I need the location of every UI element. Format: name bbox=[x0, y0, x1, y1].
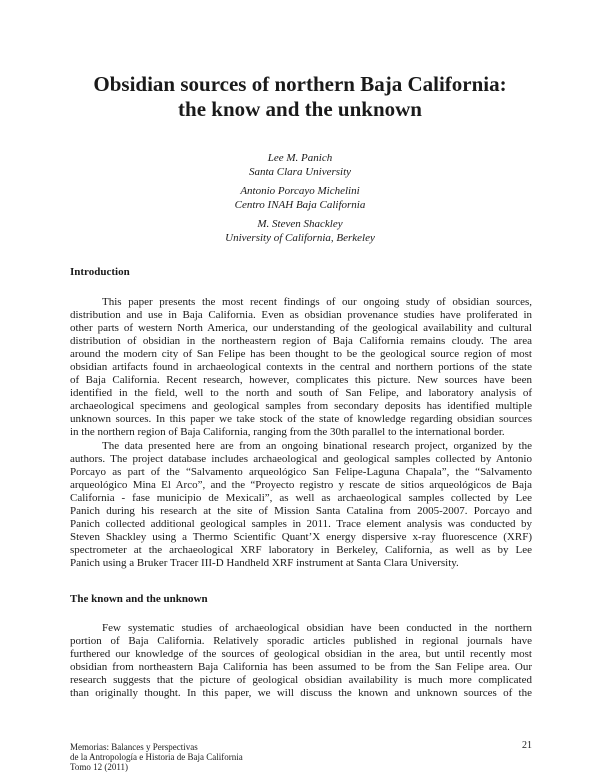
text-line: arqueológico Mina El Arco”, and the “Proyecto registro y rescate de sitios arqueológicos de Baja bbox=[70, 479, 532, 491]
author-block bbox=[150, 184, 450, 212]
text-line: of Baja California. Recent research, however, complicates this picture. New sources have been bbox=[70, 374, 532, 386]
intro-paragraph-1 bbox=[70, 296, 532, 439]
page-footer bbox=[70, 742, 532, 772]
text-line: in the northern region of Baja California, ranging from the 30th parallel to the international border. bbox=[70, 426, 505, 438]
text-line: around the modern city of San Felipe has been thought to be the geological source region of most bbox=[70, 348, 532, 360]
title-line-2: the know and the unknown bbox=[178, 97, 422, 121]
page-number: 21 bbox=[522, 740, 532, 751]
author-name: Antonio Porcayo Michelini bbox=[240, 185, 360, 197]
text-line: archaeological specimens and geological samples from secondary deposits has identified multiple bbox=[70, 400, 532, 412]
text-line: than originally thought. In this paper, we will discuss the known and unknown sources of the bbox=[70, 687, 532, 699]
text-line: portion of Baja California. Relatively sporadic articles published in regional journals have bbox=[70, 635, 532, 647]
text-line: unknown sources. In this paper we take stock of the state of knowledge regarding obsidian sources bbox=[70, 413, 532, 425]
text-line: Few systematic studies of archaeological obsidian have been conducted in the northern bbox=[102, 622, 532, 634]
footer-series: de la Antropología e Historia de Baja California bbox=[70, 752, 243, 762]
footer-journal: Memorias: Balances y Perspectivas bbox=[70, 742, 198, 752]
section-heading-introduction: Introduction bbox=[70, 266, 130, 278]
text-line: furthered our knowledge of the sources of geological obsidian in the area, but until recently most bbox=[70, 648, 532, 660]
author-list bbox=[150, 151, 450, 250]
author-affiliation: Santa Clara University bbox=[248, 166, 352, 178]
title-line-1: Obsidian sources of northern Baja California: bbox=[93, 72, 507, 96]
text-line: obsidian from northeastern Baja California has been assumed to be from the San Felipe area. Our bbox=[70, 661, 532, 673]
author-affiliation: Centro INAH Baja California bbox=[234, 199, 366, 211]
author-name: M. Steven Shackley bbox=[257, 218, 343, 230]
text-line: Panich using a Bruker Tracer III-D Handheld XRF instrument at Santa Clara University. bbox=[70, 557, 459, 569]
author-name: Lee M. Panich bbox=[267, 152, 333, 164]
author-affiliation: University of California, Berkeley bbox=[225, 232, 375, 244]
text-line: Porcayo as part of the “Salvamento arqueológico San Felipe-Laguna Chapala”, the “Salvamento bbox=[70, 466, 532, 478]
text-line: other parts of western North America, our understanding of the geological availability and cultural bbox=[70, 322, 532, 334]
text-line: distribution of obsidian in the northeastern region of Baja California remains cloudy. The area bbox=[70, 335, 532, 347]
text-line: identified in the field, well to the north and south of San Felipe, and laboratory analysis of bbox=[70, 387, 532, 399]
text-line: California - fase municipio de Mexicali”, as well as archaeological samples collected by Lee bbox=[70, 492, 532, 504]
text-line: Steven Shackley using a Thermo Scientific Quant’X energy dispersive x-ray fluorescence (XRF) bbox=[70, 531, 532, 543]
author-block bbox=[150, 217, 450, 245]
text-line: spectrometer at the archaeological XRF laboratory in Berkeley, California, as well as by Lee bbox=[70, 544, 532, 556]
text-line: authors. The project database includes archaeological and geological samples collected by Antonio bbox=[70, 453, 532, 465]
section-heading-known: The known and the unknown bbox=[70, 593, 208, 605]
paper-title bbox=[40, 72, 560, 122]
author-block bbox=[150, 151, 450, 179]
text-line: This paper presents the most recent findings of our ongoing study of obsidian sources, bbox=[102, 296, 532, 308]
known-paragraph-1 bbox=[70, 622, 532, 700]
text-line: distribution and use in Baja California. Even as obsidian provenance studies have proliferated in bbox=[70, 309, 532, 321]
intro-paragraph-2 bbox=[70, 440, 532, 570]
text-line: The data presented here are from an ongoing binational research project, organized by the bbox=[102, 440, 532, 452]
footer-volume: Tomo 12 (2011) bbox=[70, 762, 129, 772]
text-line: Panich during his research at the site of Mission Santa Catalina from 2005-2007. Porcayo and bbox=[70, 505, 532, 517]
text-line: Panich collected additional geological samples in 2011. Trace element analysis was conducted by bbox=[70, 518, 532, 530]
text-line: obsidian artifacts found in archaeological contexts in the central and northern portions of the state bbox=[70, 361, 532, 373]
text-line: research suggests that the picture of geological obsidian availability is much more complicated bbox=[70, 674, 532, 686]
